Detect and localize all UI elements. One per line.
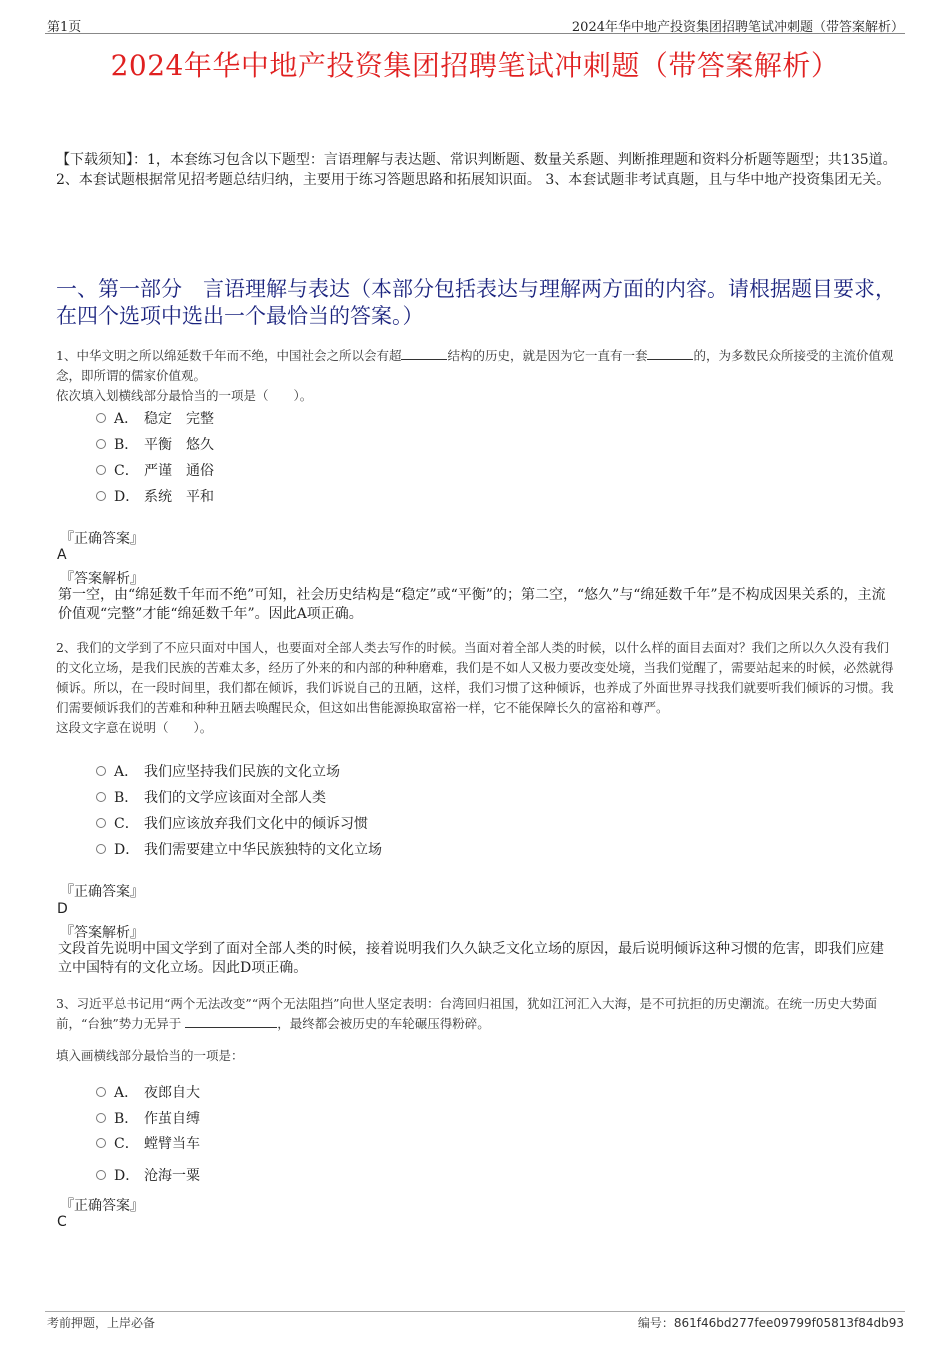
q2-option-a[interactable]: A． 我们应坚持我们民族的文化立场 xyxy=(96,762,340,782)
radio-icon[interactable] xyxy=(96,465,106,475)
fill-blank xyxy=(647,346,693,360)
footer-divider xyxy=(45,1311,905,1312)
radio-icon[interactable] xyxy=(96,491,106,501)
radio-icon[interactable] xyxy=(96,439,106,449)
question-3 xyxy=(56,994,896,1034)
radio-icon[interactable] xyxy=(96,792,106,802)
q1-option-d[interactable]: D． 系统 平和 xyxy=(96,487,214,507)
question-1 xyxy=(56,346,896,406)
page-title: 2024年华中地产投资集团招聘笔试冲刺题（带答案解析） xyxy=(110,49,840,82)
q3-option-a[interactable]: A． 夜郎自大 xyxy=(96,1083,200,1103)
q1-answer: A xyxy=(57,547,67,563)
radio-icon[interactable] xyxy=(96,844,106,854)
question-1-stem: 1、中华文明之所以绵延数千年而不绝，中国社会之所以会有超 结构的历史，就是因为它一直有一套 的，为多数民众所接受的主流价值观念，即所谓的儒家价值观。 xyxy=(56,348,894,383)
q2-answer: D xyxy=(57,901,68,917)
radio-icon[interactable] xyxy=(96,413,106,423)
section-heading: 一、第一部分 言语理解与表达（本部分包括表达与理解两方面的内容。请根据题目要求，在四个选项中选出一个最恰当的答案。） xyxy=(56,277,896,328)
question-3-stem: 3、习近平总书记用“两个无法改变”“两个无法阻挡”向世人坚定表明：台湾回归祖国，犹如江河汇入大海，是不可抗拒的历史潮流。在统一历史大势面前，“台独”势力无异于 ，最终都会被历史的车轮碾压得粉碎。 xyxy=(56,996,878,1031)
q3-answer: C xyxy=(57,1214,67,1230)
radio-icon[interactable] xyxy=(96,1113,106,1123)
fill-blank xyxy=(185,1014,277,1028)
q1-answer-label: 『正确答案』 xyxy=(60,531,144,547)
q3-option-c[interactable]: C． 螳臂当车 xyxy=(96,1134,200,1154)
q1-option-c[interactable]: C． 严谨 通俗 xyxy=(96,461,214,481)
q1-explain-label: 『答案解析』 xyxy=(60,571,144,587)
q2-explanation: 文段首先说明中国文学到了面对全部人类的时候，接着说明我们久久缺乏文化立场的原因，最后说明倾诉这种习惯的危害，即我们应建立中国特有的文化立场。因此D项正确。 xyxy=(58,941,884,976)
download-notice: 【下载须知】：1，本套练习包含以下题型：言语理解与表达题、常识判断题、数量关系题、判断推理题和资料分析题等题型；共135道。 2、本套试题根据常见招考题总结归纳，主要用于练习答题思路和拓展知识面。 3、本套试题非考试真题，且与华中地产投资集团无关。 xyxy=(56,152,897,188)
question-2-prompt: 这段文字意在说明（ ）。 xyxy=(56,720,213,735)
radio-icon[interactable] xyxy=(96,818,106,828)
q3-answer-label: 『正确答案』 xyxy=(60,1198,144,1214)
radio-icon[interactable] xyxy=(96,1087,106,1097)
q3-option-b[interactable]: B． 作茧自缚 xyxy=(96,1109,200,1129)
q2-option-c[interactable]: C． 我们应该放弃我们文化中的倾诉习惯 xyxy=(96,814,368,834)
q2-option-d[interactable]: D． 我们需要建立中华民族独特的文化立场 xyxy=(96,840,382,860)
header-divider xyxy=(45,33,905,34)
radio-icon[interactable] xyxy=(96,766,106,776)
radio-icon[interactable] xyxy=(96,1170,106,1180)
question-3-prompt: 填入画横线部分最恰当的一项是： xyxy=(56,1048,244,1063)
question-2-stem: 2、我们的文学到了不应只面对中国人，也要面对全部人类去写作的时候。当面对着全部人类的时候，以什么样的面目去面对？我们之所以久久没有我们的文化立场，是我们民族的苦难太多，经历了外来的和内部的种种磨难，我们是不如人又极力要改变处境，当我们觉醒了，需要站起来的时候，必然就得倾诉。所以，在一段时间里，我们都在倾诉，我们诉说自己的丑陋，这样，我们习惯了这种倾诉，也养成了外面世界寻找我们就要听我们倾诉的习惯。我们需要倾诉我们的苦难和种种丑陋去唤醒民众，但这如出售能源换取富裕一样，它不能保障长久的富裕和尊严。 xyxy=(56,640,894,715)
q2-explain-label: 『答案解析』 xyxy=(60,925,144,941)
q1-option-b[interactable]: B． 平衡 悠久 xyxy=(96,435,214,455)
question-1-prompt: 依次填入划横线部分最恰当的一项是（ ）。 xyxy=(56,388,313,403)
q3-option-d[interactable]: D． 沧海一粟 xyxy=(96,1166,200,1186)
footer-code: 编号：861f46bd277fee09799f05813f84db93 xyxy=(637,1316,904,1330)
footer-slogan: 考前押题，上岸必备 xyxy=(47,1316,156,1330)
fill-blank xyxy=(401,346,447,360)
header-doc-title: 2024年华中地产投资集团招聘笔试冲刺题（带答案解析） xyxy=(571,20,904,35)
q2-answer-label: 『正确答案』 xyxy=(60,884,144,900)
question-3-prompt-wrap xyxy=(56,1046,896,1066)
q1-explanation: 第一空，由“绵延数千年而不绝”可知，社会历史结构是“稳定”或“平衡”的；第二空，“悠久”与“绵延数千年”是不构成因果关系的，主流价值观“完整”才能“绵延数千年”。因此A项正确。 xyxy=(58,587,886,622)
question-2 xyxy=(56,638,896,738)
q1-option-a[interactable]: A． 稳定 完整 xyxy=(96,409,214,429)
page-number: 第1页 xyxy=(47,20,82,35)
radio-icon[interactable] xyxy=(96,1138,106,1148)
q2-option-b[interactable]: B． 我们的文学应该面对全部人类 xyxy=(96,788,326,808)
